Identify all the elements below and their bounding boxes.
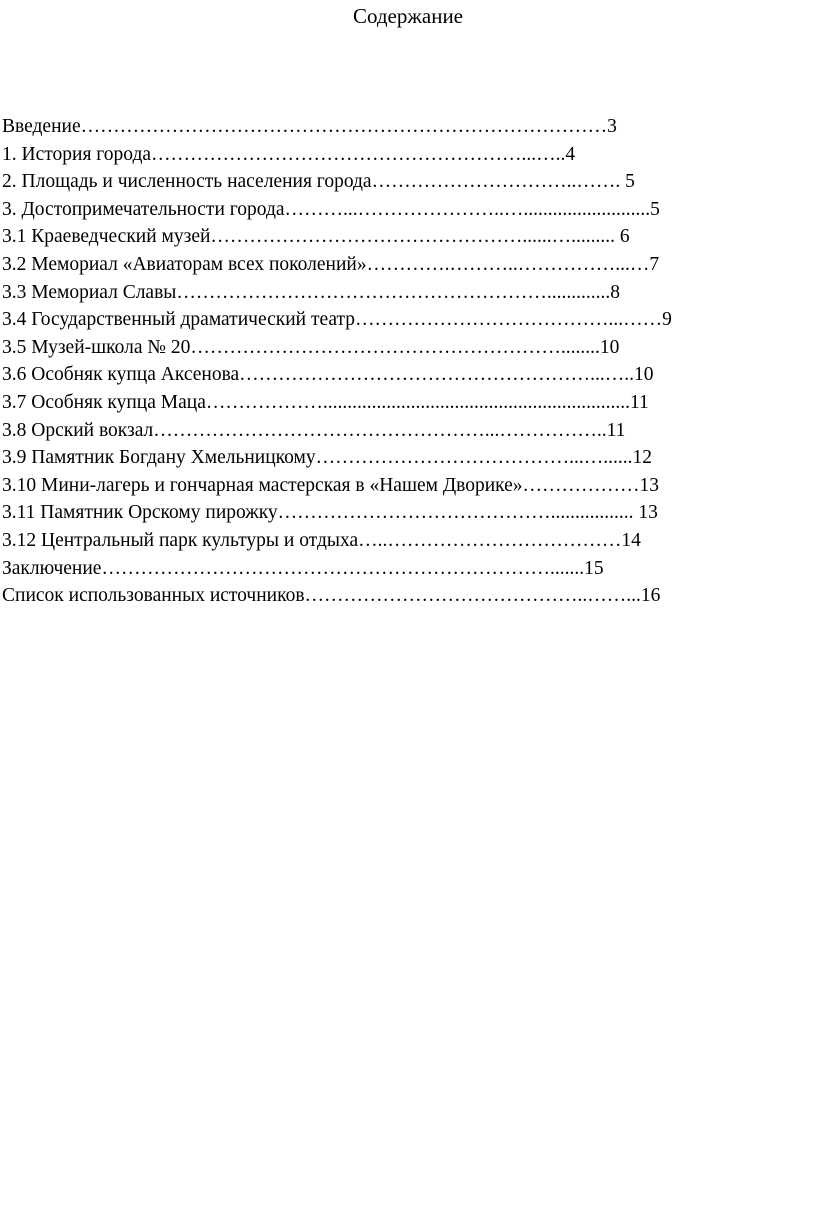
toc-entry-3-6: 3.6 Особняк купца Аксенова………………………………………………...…..10 (2, 364, 654, 386)
toc-entry-3-2: 3.2 Мемориал «Авиаторам всех поколений»………….………..……………...…7 (2, 253, 660, 275)
toc-entry-3-8: 3.8 Орский вокзал……………………………………………...……………..11 (2, 419, 626, 441)
table-of-contents (2, 113, 812, 610)
toc-entry-3-9: 3.9 Памятник Богдану Хмельницкому…………………………………...…......12 (2, 447, 652, 469)
toc-entry-3-4: 3.4 Государственный драматический театр…………………………………...……9 (2, 309, 672, 331)
page-title: Содержание (352, 4, 464, 28)
toc-entry-3-3: 3.3 Мемориал Славы………………………………………………….............8 (2, 281, 621, 303)
toc-entry-3: 3. Достопримечательности города………...…………………..…..........................5 (2, 198, 660, 220)
toc-entry-1: 1. История города…………………………………………………...…..4 (2, 143, 576, 165)
toc-entry-3-5: 3.5 Музей-школа № 20…………………………………………………........10 (2, 336, 620, 358)
toc-entry-3-1: 3.1 Краеведческий музей…………………………………………......…......... 6 (2, 226, 630, 248)
toc-entry-3-11: 3.11 Памятник Орскому пирожку……………………………………................. 13 (2, 502, 658, 524)
toc-entry-3-12: 3.12 Центральный парк культуры и отдыха…..………………………………14 (2, 529, 641, 551)
toc-entry-references: Список использованных источников……………………………………..……...16 (2, 585, 661, 607)
toc-entry-2: 2. Площадь и численность населения города…………………………..……. 5 (2, 171, 635, 193)
toc-entry-3-7: 3.7 Особняк купца Маца………………...............................................................11 (2, 391, 649, 413)
toc-entry-introduction: Введение………………………………………………………………………3 (2, 116, 617, 137)
toc-entry-3-10: 3.10 Мини-лагерь и гончарная мастерская в «Нашем Дворике»………………13 (2, 474, 660, 496)
toc-entry-conclusion: Заключение…………………………………………………………….......15 (2, 557, 604, 579)
